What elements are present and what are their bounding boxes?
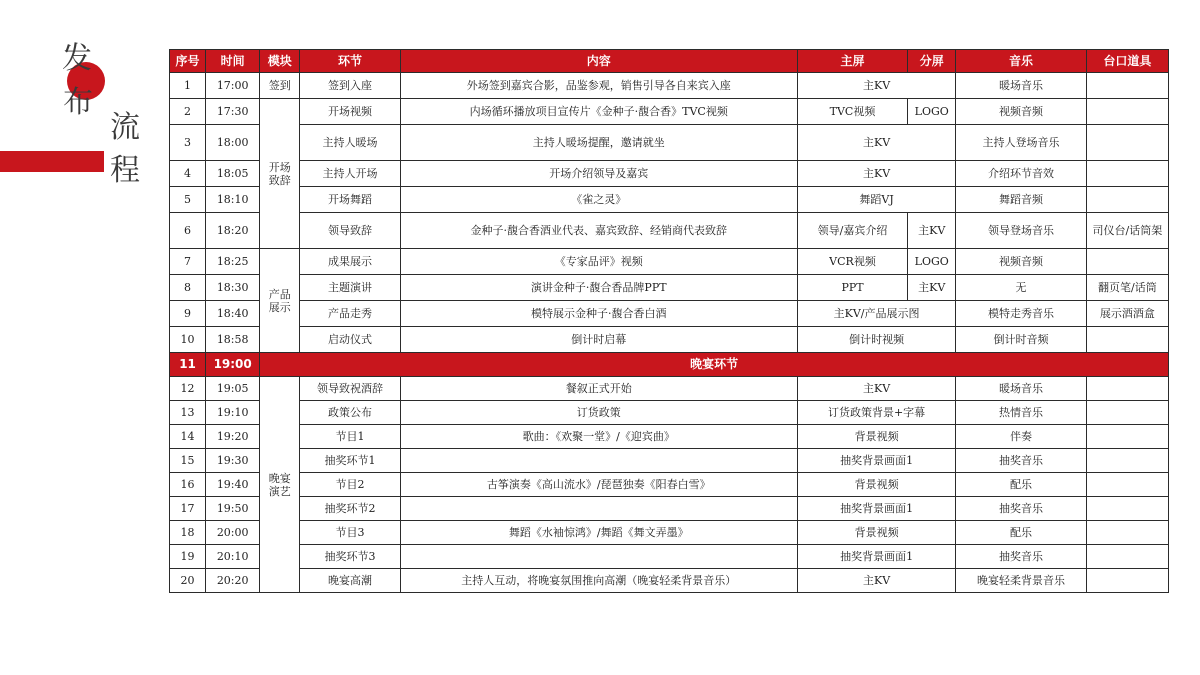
cell-module: 开场致辞 [260, 99, 300, 249]
cell-no: 3 [170, 125, 206, 161]
cell-segment: 开场舞蹈 [300, 187, 400, 213]
cell-props [1086, 125, 1168, 161]
cell-props [1086, 187, 1168, 213]
cell-no: 8 [170, 275, 206, 301]
cell-content: 《专家品评》视频 [400, 249, 797, 275]
cell-no: 6 [170, 213, 206, 249]
table-row [170, 569, 1169, 593]
cell-props [1086, 377, 1168, 401]
cell-no: 10 [170, 327, 206, 353]
cell-props: 翻页笔/话筒 [1086, 275, 1168, 301]
cell-time: 18:00 [206, 125, 260, 161]
cell-props: 展示酒酒盒 [1086, 301, 1168, 327]
cell-time: 18:20 [206, 213, 260, 249]
cell-no: 2 [170, 99, 206, 125]
cell-content: 金种子·馥合香酒业代表、嘉宾致辞、经销商代表致辞 [400, 213, 797, 249]
cell-no: 9 [170, 301, 206, 327]
cell-time: 18:58 [206, 327, 260, 353]
header-no: 序号 [170, 50, 206, 73]
cell-music: 热情音乐 [956, 401, 1086, 425]
cell-main-screen: 背景视频 [797, 473, 955, 497]
table-row [170, 187, 1169, 213]
cell-no: 7 [170, 249, 206, 275]
section-no: 11 [170, 353, 206, 377]
cell-segment: 领导致祝酒辞 [300, 377, 400, 401]
header-time: 时间 [206, 50, 260, 73]
cell-time: 19:50 [206, 497, 260, 521]
table-row [170, 377, 1169, 401]
cell-main-screen: 舞蹈VJ [797, 187, 955, 213]
cell-no: 5 [170, 187, 206, 213]
cell-main-screen: 订货政策背景+字幕 [797, 401, 955, 425]
cell-time: 19:20 [206, 425, 260, 449]
cell-music: 主持人登场音乐 [956, 125, 1086, 161]
cell-no: 13 [170, 401, 206, 425]
cell-module: 晚宴演艺 [260, 377, 300, 593]
cell-main-screen: TVC视频 [797, 99, 907, 125]
cell-no: 12 [170, 377, 206, 401]
table-row [170, 249, 1169, 275]
cell-main-screen: 背景视频 [797, 521, 955, 545]
cell-main-screen: 主KV [797, 377, 955, 401]
cell-props [1086, 99, 1168, 125]
cell-segment: 签到入座 [300, 73, 400, 99]
cell-main-screen: 抽奖背景画面1 [797, 449, 955, 473]
table-row [170, 275, 1169, 301]
cell-segment: 节目1 [300, 425, 400, 449]
cell-music: 倒计时音频 [956, 327, 1086, 353]
cell-music: 配乐 [956, 521, 1086, 545]
cell-segment: 政策公布 [300, 401, 400, 425]
cell-content: 外场签到嘉宾合影，品鉴参观，销售引导各自来宾入座 [400, 73, 797, 99]
cell-segment: 抽奖环节1 [300, 449, 400, 473]
cell-props [1086, 545, 1168, 569]
table-row [170, 545, 1169, 569]
cell-main-screen: 主KV/产品展示图 [797, 301, 955, 327]
cell-props: 司仪台/话筒架 [1086, 213, 1168, 249]
cell-music: 伴奏 [956, 425, 1086, 449]
cell-time: 19:30 [206, 449, 260, 473]
cell-time: 20:00 [206, 521, 260, 545]
cell-segment: 主持人开场 [300, 161, 400, 187]
cell-content: 歌曲：《欢聚一堂》/《迎宾曲》 [400, 425, 797, 449]
cell-time: 18:30 [206, 275, 260, 301]
table-row [170, 73, 1169, 99]
cell-main-screen: 领导/嘉宾介绍 [797, 213, 907, 249]
cell-time: 17:30 [206, 99, 260, 125]
cell-no: 18 [170, 521, 206, 545]
cell-content: 主持人暖场提醒，邀请就坐 [400, 125, 797, 161]
title-char-1: 发 [62, 41, 92, 76]
cell-no: 4 [170, 161, 206, 187]
cell-main-screen: PPT [797, 275, 907, 301]
cell-no: 20 [170, 569, 206, 593]
cell-content: 餐叙正式开始 [400, 377, 797, 401]
cell-music: 介绍环节音效 [956, 161, 1086, 187]
cell-time: 20:20 [206, 569, 260, 593]
cell-no: 19 [170, 545, 206, 569]
cell-segment: 主题演讲 [300, 275, 400, 301]
section-label: 晚宴环节 [260, 353, 1169, 377]
cell-content: 演讲金种子·馥合香品牌PPT [400, 275, 797, 301]
cell-props [1086, 497, 1168, 521]
cell-time: 19:10 [206, 401, 260, 425]
cell-segment: 抽奖环节2 [300, 497, 400, 521]
cell-music: 暖场音乐 [956, 377, 1086, 401]
table-row [170, 125, 1169, 161]
table-row [170, 425, 1169, 449]
header-module: 模块 [260, 50, 300, 73]
cell-segment: 抽奖环节3 [300, 545, 400, 569]
section-row [170, 353, 1169, 377]
cell-music: 舞蹈音频 [956, 187, 1086, 213]
cell-music: 抽奖音乐 [956, 449, 1086, 473]
title-char-3: 流 [110, 110, 140, 145]
table-row [170, 99, 1169, 125]
cell-segment: 节目3 [300, 521, 400, 545]
cell-music: 模特走秀音乐 [956, 301, 1086, 327]
table-row [170, 401, 1169, 425]
cell-time: 18:40 [206, 301, 260, 327]
table-row [170, 301, 1169, 327]
header-music: 音乐 [956, 50, 1086, 73]
table-row [170, 213, 1169, 249]
cell-no: 14 [170, 425, 206, 449]
cell-content [400, 545, 797, 569]
cell-content: 主持人互动，将晚宴氛围推向高潮（晚宴轻柔背景音乐） [400, 569, 797, 593]
cell-main-screen: 主KV [797, 73, 955, 99]
cell-sub-screen: LOGO [908, 249, 956, 275]
cell-props [1086, 521, 1168, 545]
cell-main-screen: VCR视频 [797, 249, 907, 275]
table-row [170, 473, 1169, 497]
cell-music: 视频音频 [956, 99, 1086, 125]
section-time: 19:00 [206, 353, 260, 377]
cell-segment: 成果展示 [300, 249, 400, 275]
cell-music: 配乐 [956, 473, 1086, 497]
cell-props [1086, 327, 1168, 353]
header-main-screen: 主屏 [797, 50, 907, 73]
cell-content: 古筝演奏《高山流水》/琵琶独奏《阳春白雪》 [400, 473, 797, 497]
cell-no: 16 [170, 473, 206, 497]
cell-props [1086, 73, 1168, 99]
cell-props [1086, 401, 1168, 425]
cell-content: 内场循环播放项目宣传片《金种子·馥合香》TVC视频 [400, 99, 797, 125]
cell-time: 19:05 [206, 377, 260, 401]
cell-module: 产品展示 [260, 249, 300, 353]
schedule-table [169, 49, 1169, 593]
cell-music: 晚宴轻柔背景音乐 [956, 569, 1086, 593]
cell-music: 领导登场音乐 [956, 213, 1086, 249]
cell-music: 无 [956, 275, 1086, 301]
cell-content: 舞蹈《水袖惊鸿》/舞蹈《舞文弄墨》 [400, 521, 797, 545]
cell-main-screen: 背景视频 [797, 425, 955, 449]
cell-main-screen: 抽奖背景画面1 [797, 497, 955, 521]
cell-module: 签到 [260, 73, 300, 99]
cell-sub-screen: 主KV [908, 213, 956, 249]
cell-sub-screen: LOGO [908, 99, 956, 125]
cell-time: 19:40 [206, 473, 260, 497]
cell-no: 1 [170, 73, 206, 99]
cell-main-screen: 倒计时视频 [797, 327, 955, 353]
title-char-4: 程 [110, 153, 140, 188]
title-red-bar [0, 151, 104, 172]
table-row [170, 497, 1169, 521]
cell-content: 开场介绍领导及嘉宾 [400, 161, 797, 187]
cell-segment: 启动仪式 [300, 327, 400, 353]
table-header-row [170, 50, 1169, 73]
cell-time: 18:05 [206, 161, 260, 187]
cell-content: 倒计时启幕 [400, 327, 797, 353]
title-char-2: 布 [63, 85, 93, 120]
cell-time: 18:25 [206, 249, 260, 275]
cell-segment: 节目2 [300, 473, 400, 497]
cell-props [1086, 425, 1168, 449]
cell-time: 17:00 [206, 73, 260, 99]
cell-segment: 晚宴高潮 [300, 569, 400, 593]
table-row [170, 327, 1169, 353]
cell-segment: 开场视频 [300, 99, 400, 125]
table-row [170, 161, 1169, 187]
cell-props [1086, 473, 1168, 497]
cell-content: 《雀之灵》 [400, 187, 797, 213]
cell-props [1086, 161, 1168, 187]
header-segment: 环节 [300, 50, 400, 73]
cell-no: 17 [170, 497, 206, 521]
header-props: 台口道具 [1086, 50, 1168, 73]
cell-no: 15 [170, 449, 206, 473]
cell-music: 视频音频 [956, 249, 1086, 275]
cell-props [1086, 449, 1168, 473]
cell-props [1086, 249, 1168, 275]
cell-main-screen: 主KV [797, 161, 955, 187]
cell-main-screen: 主KV [797, 569, 955, 593]
cell-music: 暖场音乐 [956, 73, 1086, 99]
cell-segment: 领导致辞 [300, 213, 400, 249]
cell-music: 抽奖音乐 [956, 545, 1086, 569]
cell-main-screen: 抽奖背景画面1 [797, 545, 955, 569]
cell-content: 模特展示金种子·馥合香白酒 [400, 301, 797, 327]
cell-main-screen: 主KV [797, 125, 955, 161]
cell-content [400, 449, 797, 473]
cell-props [1086, 569, 1168, 593]
cell-content: 订货政策 [400, 401, 797, 425]
cell-time: 20:10 [206, 545, 260, 569]
cell-time: 18:10 [206, 187, 260, 213]
cell-sub-screen: 主KV [908, 275, 956, 301]
header-content: 内容 [400, 50, 797, 73]
cell-music: 抽奖音乐 [956, 497, 1086, 521]
table-row [170, 521, 1169, 545]
cell-content [400, 497, 797, 521]
header-sub-screen: 分屏 [908, 50, 956, 73]
cell-segment: 产品走秀 [300, 301, 400, 327]
table-row [170, 449, 1169, 473]
cell-segment: 主持人暖场 [300, 125, 400, 161]
